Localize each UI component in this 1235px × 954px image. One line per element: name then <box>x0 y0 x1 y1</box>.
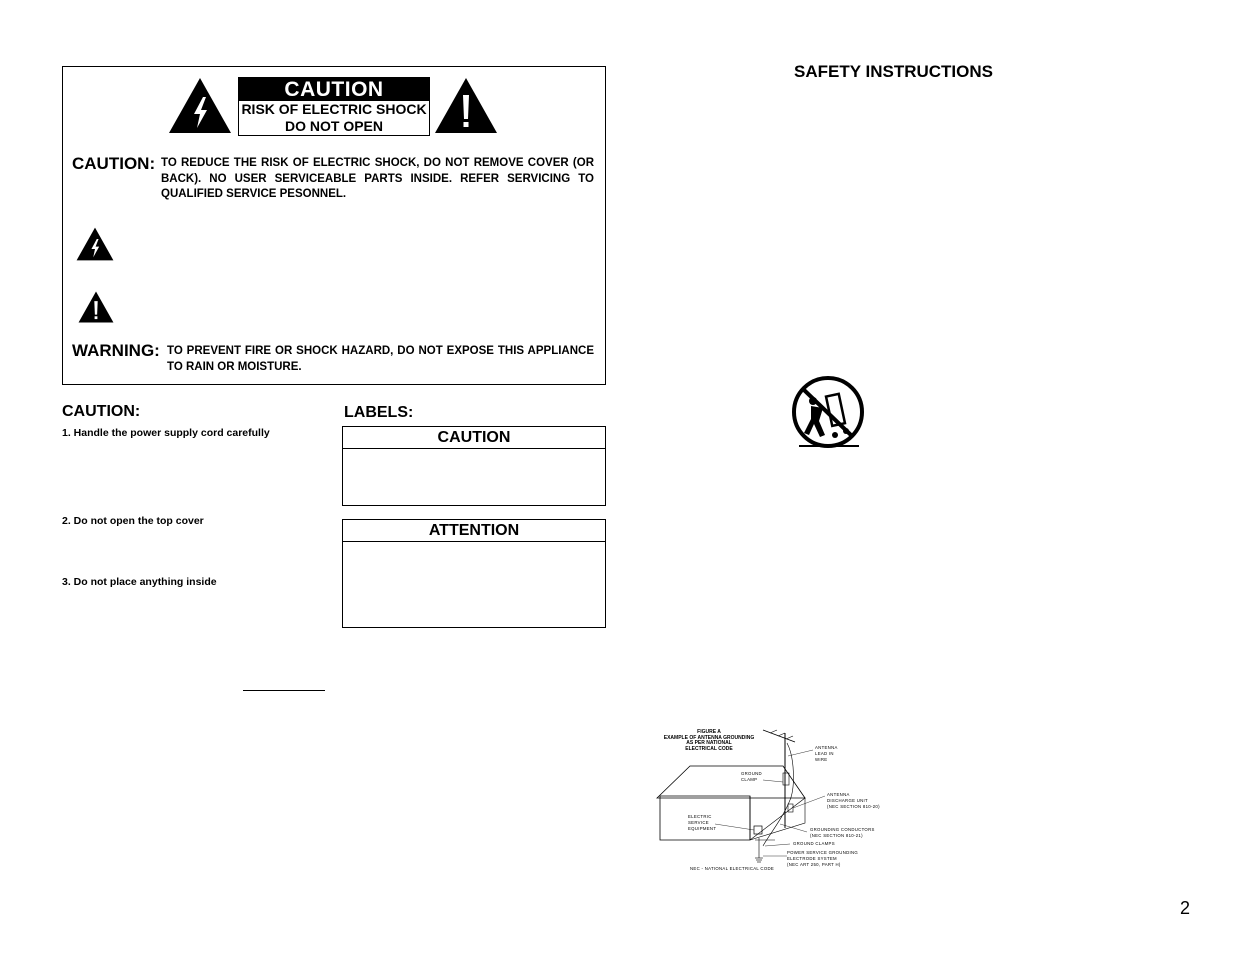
caution-item-3: 3. Do not place anything inside <box>62 576 217 588</box>
electric-service-line2: SERVICE <box>688 819 709 825</box>
power-service-line3: (NEC ART 250, PART H) <box>787 861 841 867</box>
power-service-line2: ELECTRODE SYSTEM <box>787 855 837 861</box>
warning-label: WARNING: <box>72 341 160 360</box>
label-caution-title: CAUTION <box>343 427 605 449</box>
caution-item-1: 1. Handle the power supply cord carefully <box>62 427 270 439</box>
electric-service-line3: EQUIPMENT <box>688 825 717 831</box>
caution-banner-line2: DO NOT OPEN <box>284 118 383 134</box>
antenna-grounding-figure <box>655 728 895 878</box>
discharge-unit-line1: ANTENNA <box>827 792 850 797</box>
figure-title-line2: EXAMPLE OF ANTENNA GROUNDING <box>663 734 755 741</box>
exclamation-triangle-icon <box>434 77 498 134</box>
ground-clamp-line2: CLAMP <box>741 776 758 782</box>
figure-title-line4: ELECTRICAL CODE <box>685 745 733 752</box>
caution-heading: CAUTION: <box>62 403 141 420</box>
power-service-line1: POWER SERVICE GROUNDING <box>787 850 859 855</box>
lightning-triangle-icon <box>76 227 114 261</box>
labels-heading: LABELS: <box>344 404 414 421</box>
divider-line <box>243 690 325 691</box>
electric-service-label <box>688 814 716 831</box>
ground-clamp-label <box>741 771 762 783</box>
figure-title-line1: FIGURE A <box>697 729 721 735</box>
nec-note: NEC - NATIONAL ELECTRICAL CODE <box>690 866 775 871</box>
caution-banner-line1: RISK OF ELECTRIC SHOCK <box>241 101 427 117</box>
antenna-lead-line1: ANTENNA <box>815 745 838 750</box>
antenna-lead-label <box>815 745 838 762</box>
label-attention-box <box>342 519 606 628</box>
discharge-unit-label <box>827 792 880 809</box>
grounding-conductors-label <box>810 827 875 839</box>
power-service-label <box>787 850 858 867</box>
caution-banner <box>238 77 430 136</box>
grounding-conductors-line2: (NEC SECTION 810-21) <box>810 832 863 838</box>
ground-clamp-line1: GROUND <box>741 771 762 776</box>
caution-text: TO REDUCE THE RISK OF ELECTRIC SHOCK, DO NOT REMOVE COVER (OR BACK). NO USER SERVICEABLE PARTS INSIDE. REFER SERVICING TO QUALIFIED SERVICE PESONNEL. <box>161 157 594 200</box>
electric-service-line1: ELECTRIC <box>688 814 712 819</box>
page-number: 2 <box>1180 898 1191 918</box>
label-caution-box <box>342 426 606 506</box>
antenna-lead-line3: WIRE <box>815 756 828 762</box>
discharge-unit-line3: (NEC SECTION 810-20) <box>827 803 880 809</box>
warning-text: TO PREVENT FIRE OR SHOCK HAZARD, DO NOT EXPOSE THIS APPLIANCE TO RAIN OR MOISTURE. <box>167 345 594 373</box>
caution-item-2: 2. Do not open the top cover <box>62 515 204 527</box>
caution-banner-title: CAUTION <box>239 78 429 101</box>
exclamation-triangle-icon <box>78 290 114 324</box>
ground-clamps-label: GROUND CLAMPS <box>793 841 835 846</box>
lightning-triangle-icon <box>168 77 232 134</box>
cart-warning-icon <box>789 375 867 449</box>
grounding-conductors-line1: GROUNDING CONDUCTORS <box>810 827 875 832</box>
antenna-lead-line2: LEAD IN <box>815 750 834 756</box>
figure-title-line3: AS PER NATIONAL <box>686 740 732 746</box>
label-attention-title: ATTENTION <box>343 520 605 542</box>
caution-label: CAUTION: <box>72 154 156 173</box>
safety-instructions-heading: SAFETY INSTRUCTIONS <box>794 62 993 81</box>
discharge-unit-line2: DISCHARGE UNIT <box>827 797 868 803</box>
